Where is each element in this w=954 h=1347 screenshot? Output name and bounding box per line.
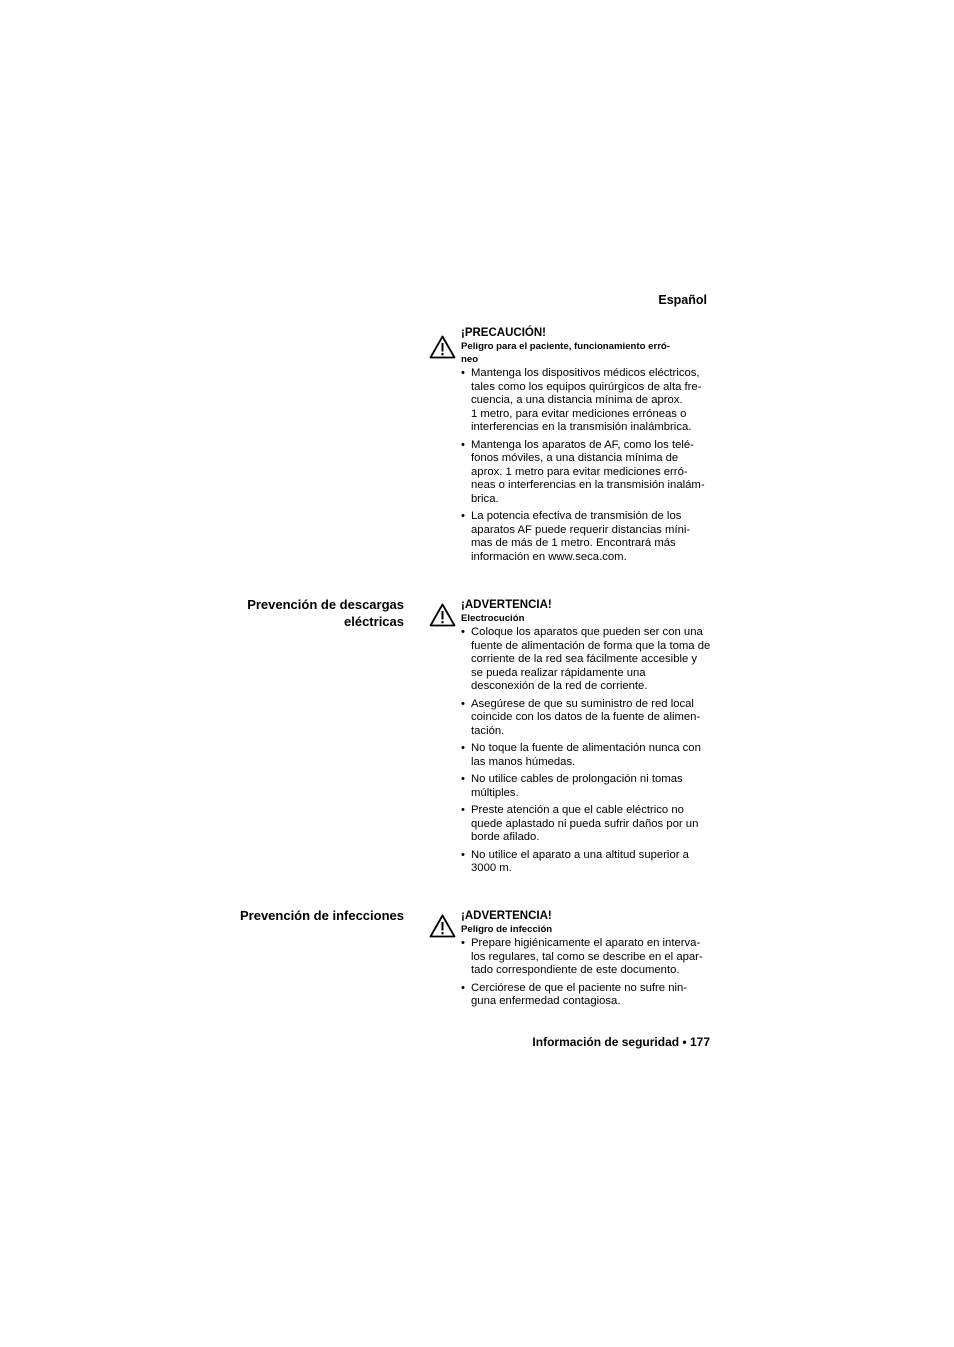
electric-warning-title: ¡ADVERTENCIA! [461,599,552,611]
infection-warning-list [461,937,711,1009]
list-item: • Asegúrese de que su suministro de red local coincide con los datos de la fuente de alimen- tación. [461,698,711,739]
list-item: • Coloque los aparatos que pueden ser con una fuente de alimentación de forma que la toma de corriente de la red sea fácilmente accesible y se pueda realizar rápidamente una desconexión de la red de corriente. [461,626,711,694]
list-item: • Prepare higiénicamente el aparato en interva- los regulares, tal como se describe en el apar- tado correspondiente de este documento. [461,937,711,978]
list-item: • No toque la fuente de alimentación nunca con las manos húmedas. [461,742,711,769]
infection-warning-subtitle: Peligro de infección [461,924,553,935]
caution-title: ¡PRECAUCIÓN! [461,327,546,339]
list-item: • No utilice el aparato a una altitud superior a 3000 m. [461,849,711,876]
warning-triangle-icon [429,603,456,627]
section-heading-electric: Prevención de descargas eléctricas [247,597,404,629]
list-item: • Preste atención a que el cable eléctrico no quede aplastado ni pueda sufrir daños por un borde afilado. [461,804,711,845]
list-item: • Mantenga los aparatos de AF, como los telé- fonos móviles, a una distancia mínima de aprox. 1 metro para evitar mediciones erró- neas o interferencias en la transmisión inalám- brica. [461,439,711,507]
language-label: Español [658,293,707,307]
caution-list [461,367,711,564]
list-item: • Cerciórese de que el paciente no sufre nin- guna enfermedad contagiosa. [461,982,711,1009]
warning-triangle-icon [429,335,456,359]
page-footer: Información de seguridad • 177 [532,1035,710,1049]
electric-warning-block [461,598,711,880]
list-item: • No utilice cables de prolongación ni tomas múltiples. [461,773,711,800]
infection-warning-block [461,909,711,1013]
list-item: • Mantenga los dispositivos médicos eléctricos, tales como los equipos quirúrgicos de alta fre- cuencia, a una distancia mínima de aprox. 1 metro, para evitar mediciones erróneas o interferencias en la transmisión inalámbrica. [461,367,711,435]
caution-subtitle: Peligro para el paciente, funcionamiento erró- neo [461,341,670,365]
warning-triangle-icon [429,914,456,938]
list-item: • La potencia efectiva de transmisión de los aparatos AF puede requerir distancias míni- mas de más de 1 metro. Encontrará más información en www.seca.com. [461,510,711,564]
infection-warning-title: ¡ADVERTENCIA! [461,910,552,922]
electric-warning-subtitle: Electrocución [461,613,525,624]
electric-warning-list [461,626,711,876]
section-heading-infection: Prevención de infecciones [239,908,404,923]
caution-block [461,326,711,568]
